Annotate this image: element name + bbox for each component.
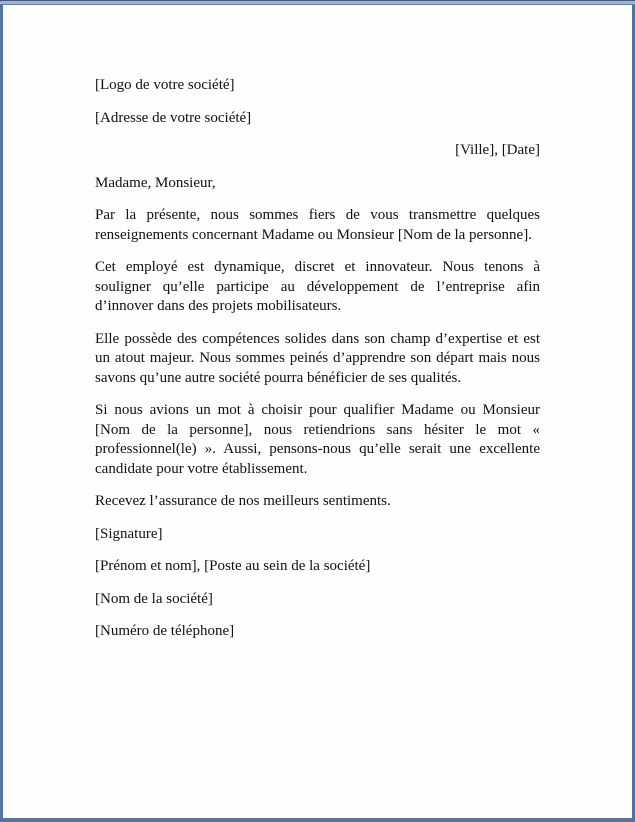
city-date-line: [Ville], [Date]: [455, 142, 540, 158]
closing-line: Recevez l’assurance de nos meilleurs sentiments.: [95, 493, 391, 509]
name-role-placeholder: [Prénom et nom], [Poste au sein de la société]: [95, 558, 371, 574]
company-placeholder: [Nom de la société]: [95, 590, 213, 607]
body-paragraph: Elle possède des compétences solides dans son champ d’expertise et est un atout majeur. Nous sommes peinés d’apprendre son départ mais nous savons qu’une autre société pourra bénéficier de ses qualités.: [95, 330, 540, 386]
document-page: [3, 5, 632, 818]
address-placeholder: [Adresse de votre société]: [95, 109, 252, 126]
body-paragraph: Par la présente, nous sommes fiers de vous transmettre quelques renseignements concernant Madame ou Monsieur [Nom de la personne].: [95, 207, 540, 243]
logo-placeholder: [Logo de votre société]: [95, 77, 235, 93]
signature-placeholder: [Signature]: [95, 525, 163, 542]
body-paragraph: Si nous avions un mot à choisir pour qualifier Madame ou Monsieur [Nom de la personne], nous retiendrions sans hésiter le mot « professionnel(le) ». Aussi, pensons-nous qu’elle serait une excellente candidate pour votre établissement.: [95, 402, 540, 477]
body-paragraph: Cet employé est dynamique, discret et innovateur. Nous tenons à souligner qu’elle participe au développement de l’entreprise afin d’innover dans des projets mobilisateurs.: [95, 259, 540, 314]
letter-content: [3, 5, 632, 642]
salutation-line: Madame, Monsieur,: [95, 174, 216, 191]
phone-placeholder: [Numéro de téléphone]: [95, 623, 235, 639]
